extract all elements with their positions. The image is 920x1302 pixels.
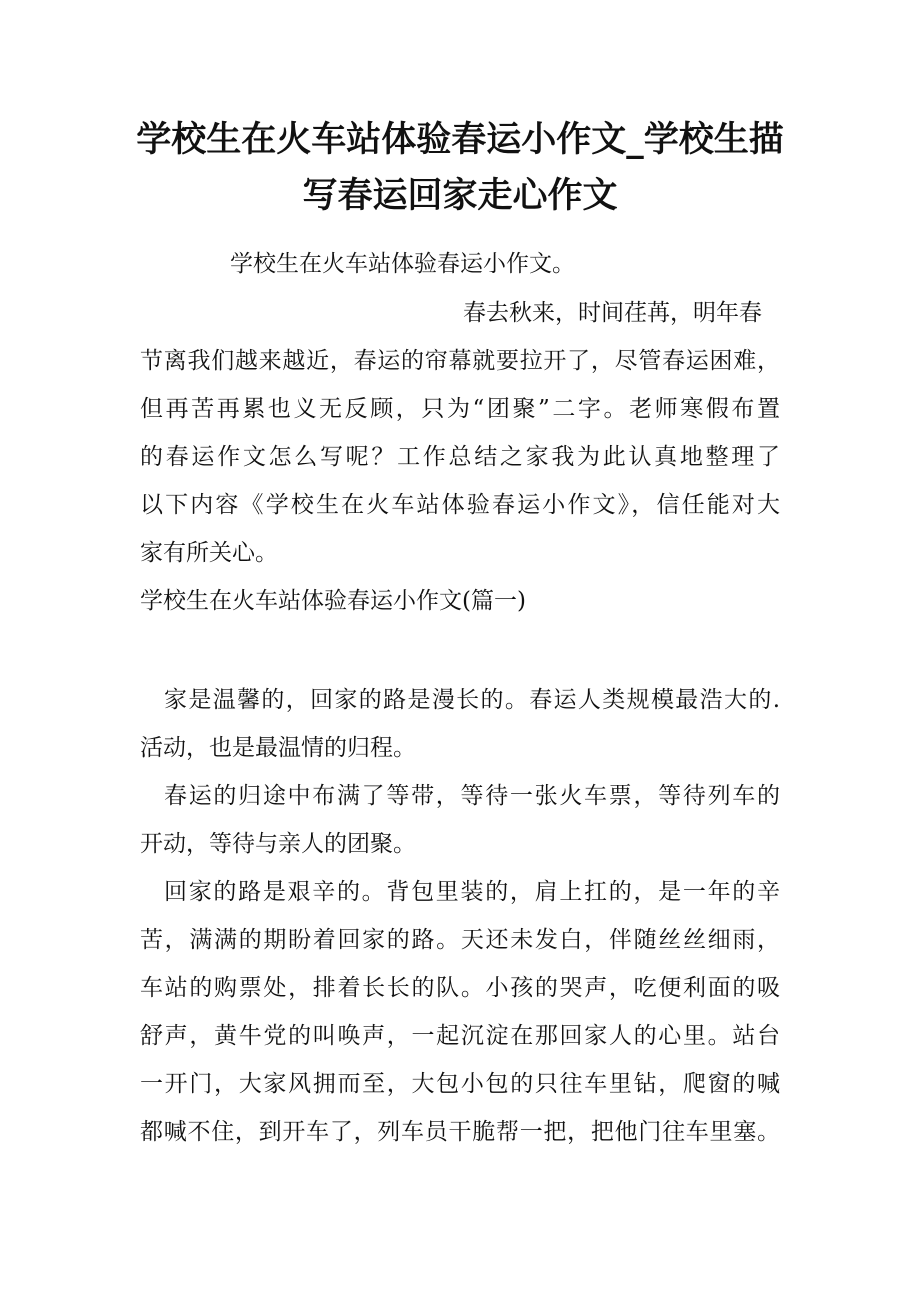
title-line-1: 学校生在火车站体验春运小作文_学校生描 — [136, 120, 784, 160]
paragraph-3-line-3: 车站的购票处，排着长长的队。小孩的哭声，吃便利面的吸 — [140, 975, 780, 1001]
intro-line-5: 以下内容《学校生在火车站体验春运小作文》，信任能对大 — [140, 492, 780, 518]
section-heading: 学校生在火车站体验春运小作文(篇一) — [140, 588, 526, 614]
paragraph-1-line-1: 家是温馨的，回家的路是漫长的。春运人类规模最浩大的. — [164, 687, 780, 713]
intro-line-2: 节离我们越来越近，春运的帘幕就要拉开了，尽管春运困难， — [140, 348, 780, 374]
paragraph-3-line-5: 一开门，大家风拥而至，大包小包的只往车里钻，爬窗的喊 — [140, 1071, 780, 1097]
subtitle: 学校生在火车站体验春运小作文。 — [230, 251, 575, 277]
title-line-2: 写春运回家走心作文 — [302, 176, 618, 216]
intro-line-1: 春去秋来，时间荏苒，明年春 — [463, 300, 762, 326]
paragraph-2-line-2: 开动，等待与亲人的团聚。 — [140, 831, 416, 857]
paragraph-3-line-2: 苦，满满的期盼着回家的路。天还未发白，伴随丝丝细雨， — [140, 927, 780, 953]
paragraph-3-line-1: 回家的路是艰辛的。背包里装的，肩上扛的，是一年的辛 — [164, 879, 780, 905]
intro-line-6: 家有所关心。 — [140, 540, 278, 566]
intro-line-3: 但再苦再累也义无反顾，只为“团聚”二字。老师寒假布置 — [140, 396, 780, 422]
document-title — [130, 112, 790, 224]
paragraph-2-line-1: 春运的归途中布满了等带，等待一张火车票，等待列车的 — [164, 783, 780, 809]
paragraph-1-line-2: 活动，也是最温情的归程。 — [140, 735, 416, 761]
paragraph-3-line-6: 都喊不住，到开车了，列车员干脆帮一把，把他门往车里塞。 — [140, 1119, 780, 1145]
paragraph-3-line-4: 舒声，黄牛党的叫唤声，一起沉淀在那回家人的心里。站台 — [140, 1023, 780, 1049]
intro-line-4: 的春运作文怎么写呢？工作总结之家我为此认真地整理了 — [140, 444, 780, 470]
